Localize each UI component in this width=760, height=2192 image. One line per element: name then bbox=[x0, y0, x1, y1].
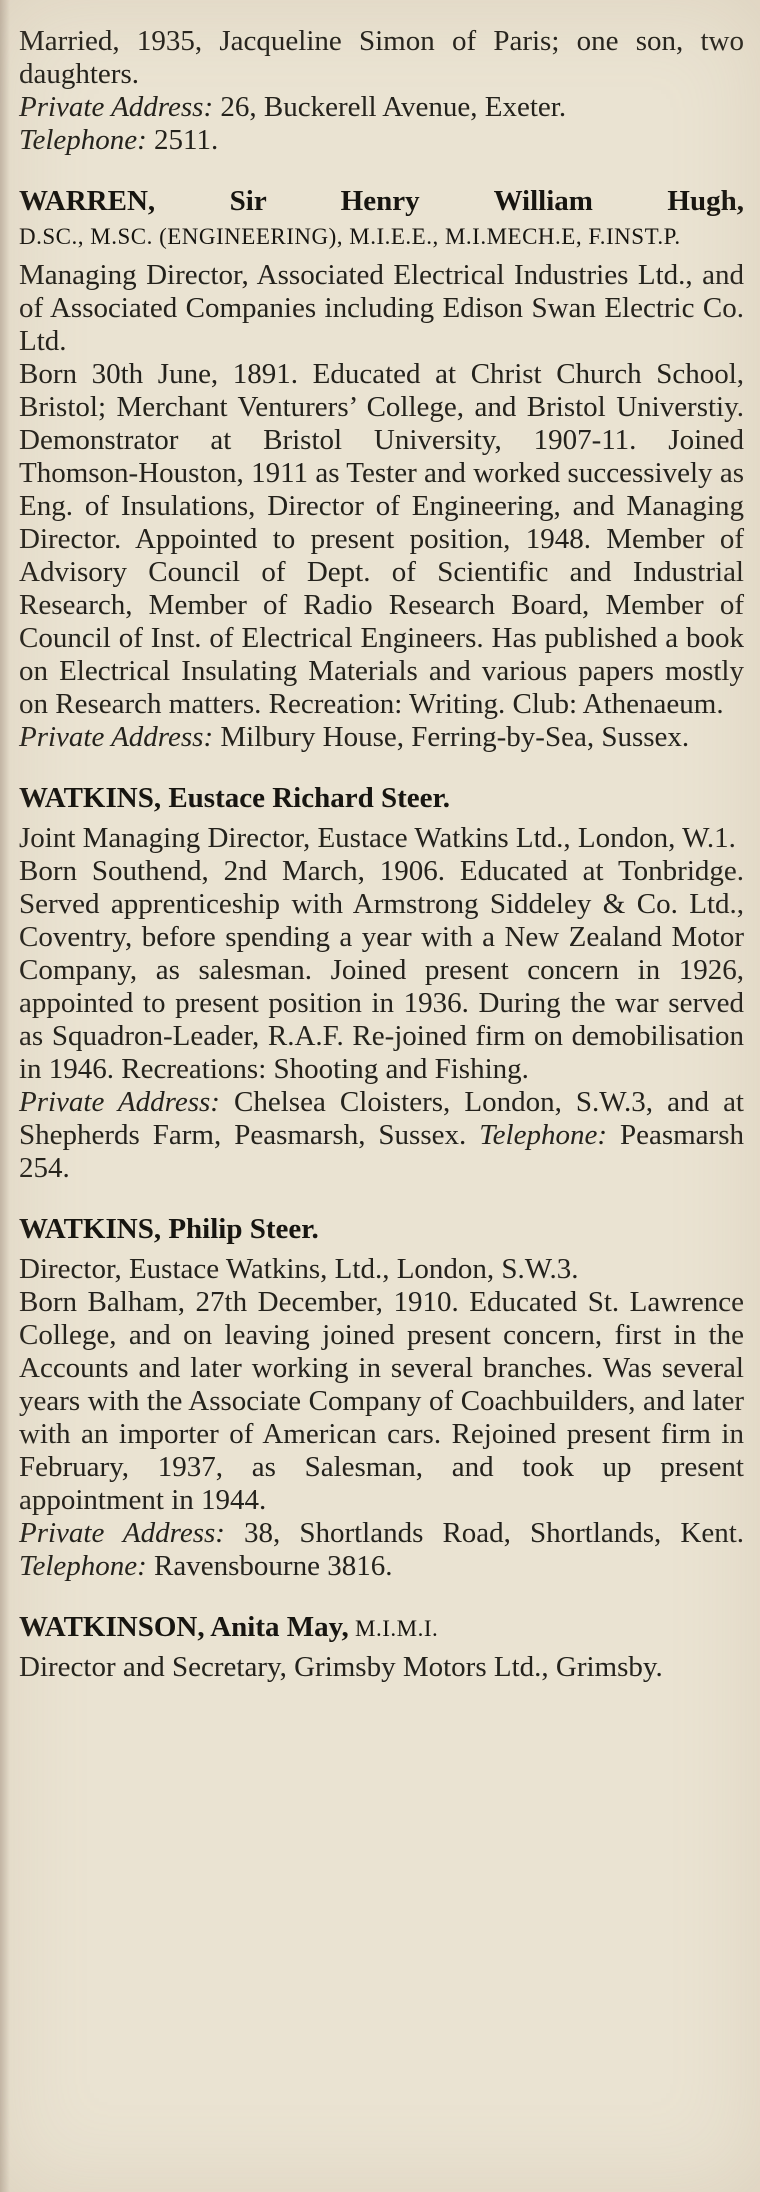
field-label: Telephone: bbox=[19, 124, 147, 156]
entry-paragraph bbox=[19, 1086, 744, 1185]
entry-paragraph bbox=[19, 1286, 744, 1517]
entry-paragraph bbox=[19, 721, 744, 754]
text-run: 38, Shortlands Road, Shortlands, Kent. bbox=[224, 1517, 745, 1549]
entry-heading bbox=[19, 184, 744, 252]
text-run: Joint Managing Director, Eustace Watkins Ltd., London, W.1. bbox=[19, 822, 736, 854]
entry-heading bbox=[19, 781, 744, 815]
text-run: 2511. bbox=[146, 124, 219, 156]
entry-paragraph bbox=[19, 1651, 744, 1684]
field-label: Private Address: bbox=[19, 91, 214, 123]
entry-qualifications: D.SC., M.SC. (ENGINEERING), M.I.E.E., M.I.MECH.E, F.INST.P. bbox=[19, 224, 681, 249]
field-label: Private Address: bbox=[19, 1517, 225, 1549]
text-run: Born Balham, 27th December, 1910. Educated St. Lawrence College, and on leaving joined present concern, first in the Accounts and later working in several branches. Was several years with the Associate Company of Coachbuilders, and later with an importer of American cars. Rejoined present firm in February, 1937, as Salesman, and took up present appointment in 1944. bbox=[19, 1286, 744, 1516]
field-label: Private Address: bbox=[19, 1086, 220, 1118]
text-run: Born Southend, 2nd March, 1906. Educated at Tonbridge. Served apprenticeship with Armstrong Siddeley & Co. Ltd., Coventry, before spending a year with a New Zealand Motor Company, as salesman. Joined present concern in 1926, appointed to present position in 1936. During the war served as Squadron-Leader, R.A.F. Re-joined firm on demobilisation in 1946. Recreations: Shooting and Fishing. bbox=[19, 855, 744, 1085]
entry-paragraph bbox=[19, 25, 744, 91]
directory-entry bbox=[19, 1610, 744, 1684]
entry-heading bbox=[19, 1610, 744, 1644]
entry-paragraph bbox=[19, 1253, 744, 1286]
field-label: Telephone: bbox=[479, 1119, 608, 1151]
directory-entry bbox=[19, 781, 744, 1185]
entry-paragraph bbox=[19, 91, 744, 124]
directory-entry bbox=[19, 184, 744, 754]
entry-paragraph bbox=[19, 855, 744, 1086]
text-run: Milbury House, Ferring-by-Sea, Sussex. bbox=[213, 721, 690, 753]
entry-paragraph bbox=[19, 822, 744, 855]
entry-paragraph bbox=[19, 124, 744, 157]
entry-paragraph bbox=[19, 259, 744, 358]
entry-surname-and-names: WATKINS, Philip Steer. bbox=[19, 1213, 319, 1245]
text-run: 26, Buckerell Avenue, Exeter. bbox=[213, 91, 567, 123]
entry-heading bbox=[19, 1212, 744, 1246]
directory-entry bbox=[19, 25, 744, 157]
text-run: Director and Secretary, Grimsby Motors Ltd., Grimsby. bbox=[19, 1651, 663, 1683]
entry-paragraph bbox=[19, 358, 744, 721]
text-run: Born 30th June, 1891. Educated at Christ Church School, Bristol; Merchant Venturers’ College, and Bristol Universtiy. Demonstrator at Bristol University, 1907-11. Joined Thomson-Houston, 1911 as Tester and worked successively as Eng. of Insulations, Director of Engineering, and Managing Director. Appointed to present position, 1948. Member of Advisory Council of Dept. of Scientific and Industrial Research, Member of Radio Research Board, Member of Council of Inst. of Electrical Engineers. Has published a book on Electrical Insulating Materials and various papers mostly on Research matters. Recreation: Writing. Club: Athenaeum. bbox=[19, 358, 744, 720]
entry-surname-and-names: WATKINSON, Anita May, bbox=[19, 1611, 349, 1643]
text-run: Chelsea Cloisters, London, S.W.3, and at Shepherds Farm, Peasmarsh, Sussex. bbox=[19, 1086, 744, 1151]
text-run: Peasmarsh 254. bbox=[19, 1119, 745, 1184]
entry-paragraph bbox=[19, 1517, 744, 1583]
text-run: Managing Director, Associated Electrical Industries Ltd., and of Associated Companies including Edison Swan Electric Co. Ltd. bbox=[19, 259, 744, 357]
text-run: Ravensbourne 3816. bbox=[146, 1550, 393, 1582]
text-run: Married, 1935, Jacqueline Simon of Paris; one son, two daughters. bbox=[19, 25, 744, 90]
text-run: Director, Eustace Watkins, Ltd., London, S.W.3. bbox=[19, 1253, 579, 1285]
entry-surname-and-names: WARREN, Sir Henry William Hugh, bbox=[19, 185, 744, 217]
field-label: Telephone: bbox=[19, 1550, 147, 1582]
field-label: Private Address: bbox=[19, 721, 214, 753]
directory-entry bbox=[19, 1212, 744, 1583]
entry-qualifications: M.I.M.I. bbox=[348, 1616, 439, 1641]
entry-surname-and-names: WATKINS, Eustace Richard Steer. bbox=[19, 782, 450, 814]
